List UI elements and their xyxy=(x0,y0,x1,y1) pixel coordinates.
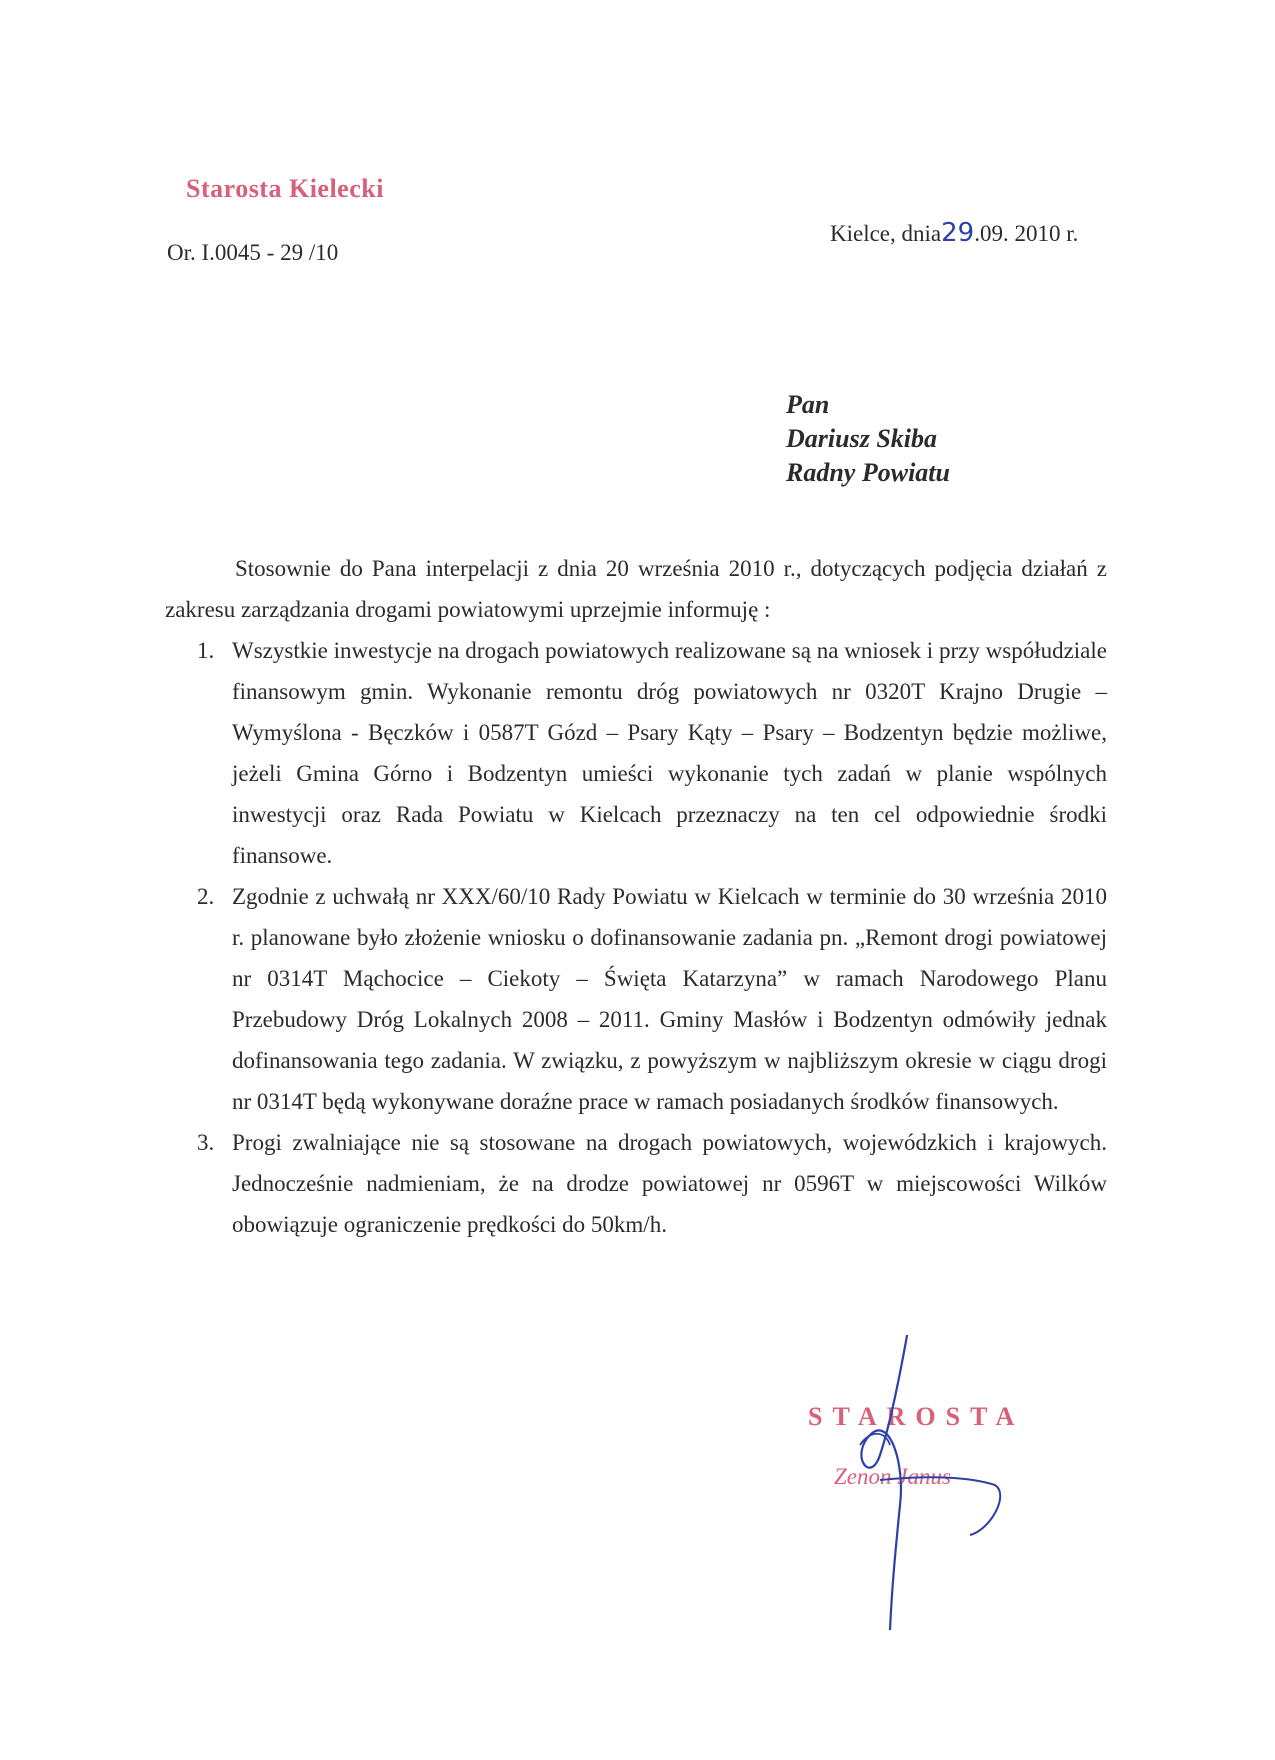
addressee-name: Dariusz Skiba xyxy=(786,424,937,453)
point-number: 1. xyxy=(197,638,215,663)
stamp-title: STAROSTA xyxy=(808,1402,1025,1431)
addressee-title: Radny Powiatu xyxy=(786,458,950,487)
point-text: Progi zwalniające nie są stosowane na drogach powiatowych, wojewódzkich i krajowych. Jednocześnie nadmieniam, że na drodze powiatowej nr 0596T w miejscowości Wilków obowiązuje ograniczenie prędkości do 50km/h. xyxy=(232,1130,1107,1237)
point-number: 3. xyxy=(197,1130,215,1155)
intro-paragraph: Stosownie do Pana interpelacji z dnia 20 września 2010 r., dotyczących podjęcia działań z zakresu zarządzania drogami powiatowymi uprzejmie informuję : xyxy=(165,556,1107,622)
points-list xyxy=(165,630,1107,1245)
list-item xyxy=(165,1122,1107,1245)
point-text: Wszystkie inwestycje na drogach powiatowych realizowane są na wniosek i przy współudziale finansowym gmin. Wykonanie remontu dróg powiatowych nr 0320T Krajno Drugie – Wymyślona - Bęczków i 0587T Gózd – Psary Kąty – Psary – Bodzentyn będzie możliwe, jeżeli Gmina Górno i Bodzentyn umieści wykonanie tych zadań w planie wspólnych inwestycji oraz Rada Powiatu w Kielcach przeznaczy na ten cel odpowiednie środki finansowe. xyxy=(232,638,1107,868)
list-item xyxy=(165,630,1107,876)
addressee-salutation: Pan xyxy=(786,390,830,419)
date-prefix: Kielce, dnia xyxy=(830,221,942,246)
point-text: Zgodnie z uchwałą nr XXX/60/10 Rady Powiatu w Kielcach w terminie do 30 września 2010 r. planowane było złożenie wniosku o dofinansowanie zadania pn. „Remont drogi powiatowej nr 0314T Mąchocice – Ciekoty – Święta Katarzyna” w ramach Narodowego Planu Przebudowy Dróg Lokalnych 2008 – 2011. Gminy Masłów i Bodzentyn odmówiły jednak dofinansowania tego zadania. W związku, z powyższym w najbliższym okresie w ciągu drogi nr 0314T będą wykonywane doraźne prace w ramach posiadanych środków finansowych. xyxy=(232,884,1107,1114)
list-item xyxy=(165,876,1107,1122)
reference-number: Or. I.0045 - 29 /10 xyxy=(167,240,339,265)
stamp-name: Zenon Janus xyxy=(834,1464,951,1489)
addressee-block xyxy=(786,388,950,490)
point-number: 2. xyxy=(197,884,215,909)
letter-body xyxy=(165,548,1107,1245)
date-suffix: .09. 2010 r. xyxy=(974,221,1079,246)
office-stamp-header: Starosta Kielecki xyxy=(186,174,384,203)
handwritten-signature xyxy=(830,1335,1030,1635)
date-day-handwritten: 29 xyxy=(941,218,975,248)
letter-date xyxy=(830,218,1078,248)
